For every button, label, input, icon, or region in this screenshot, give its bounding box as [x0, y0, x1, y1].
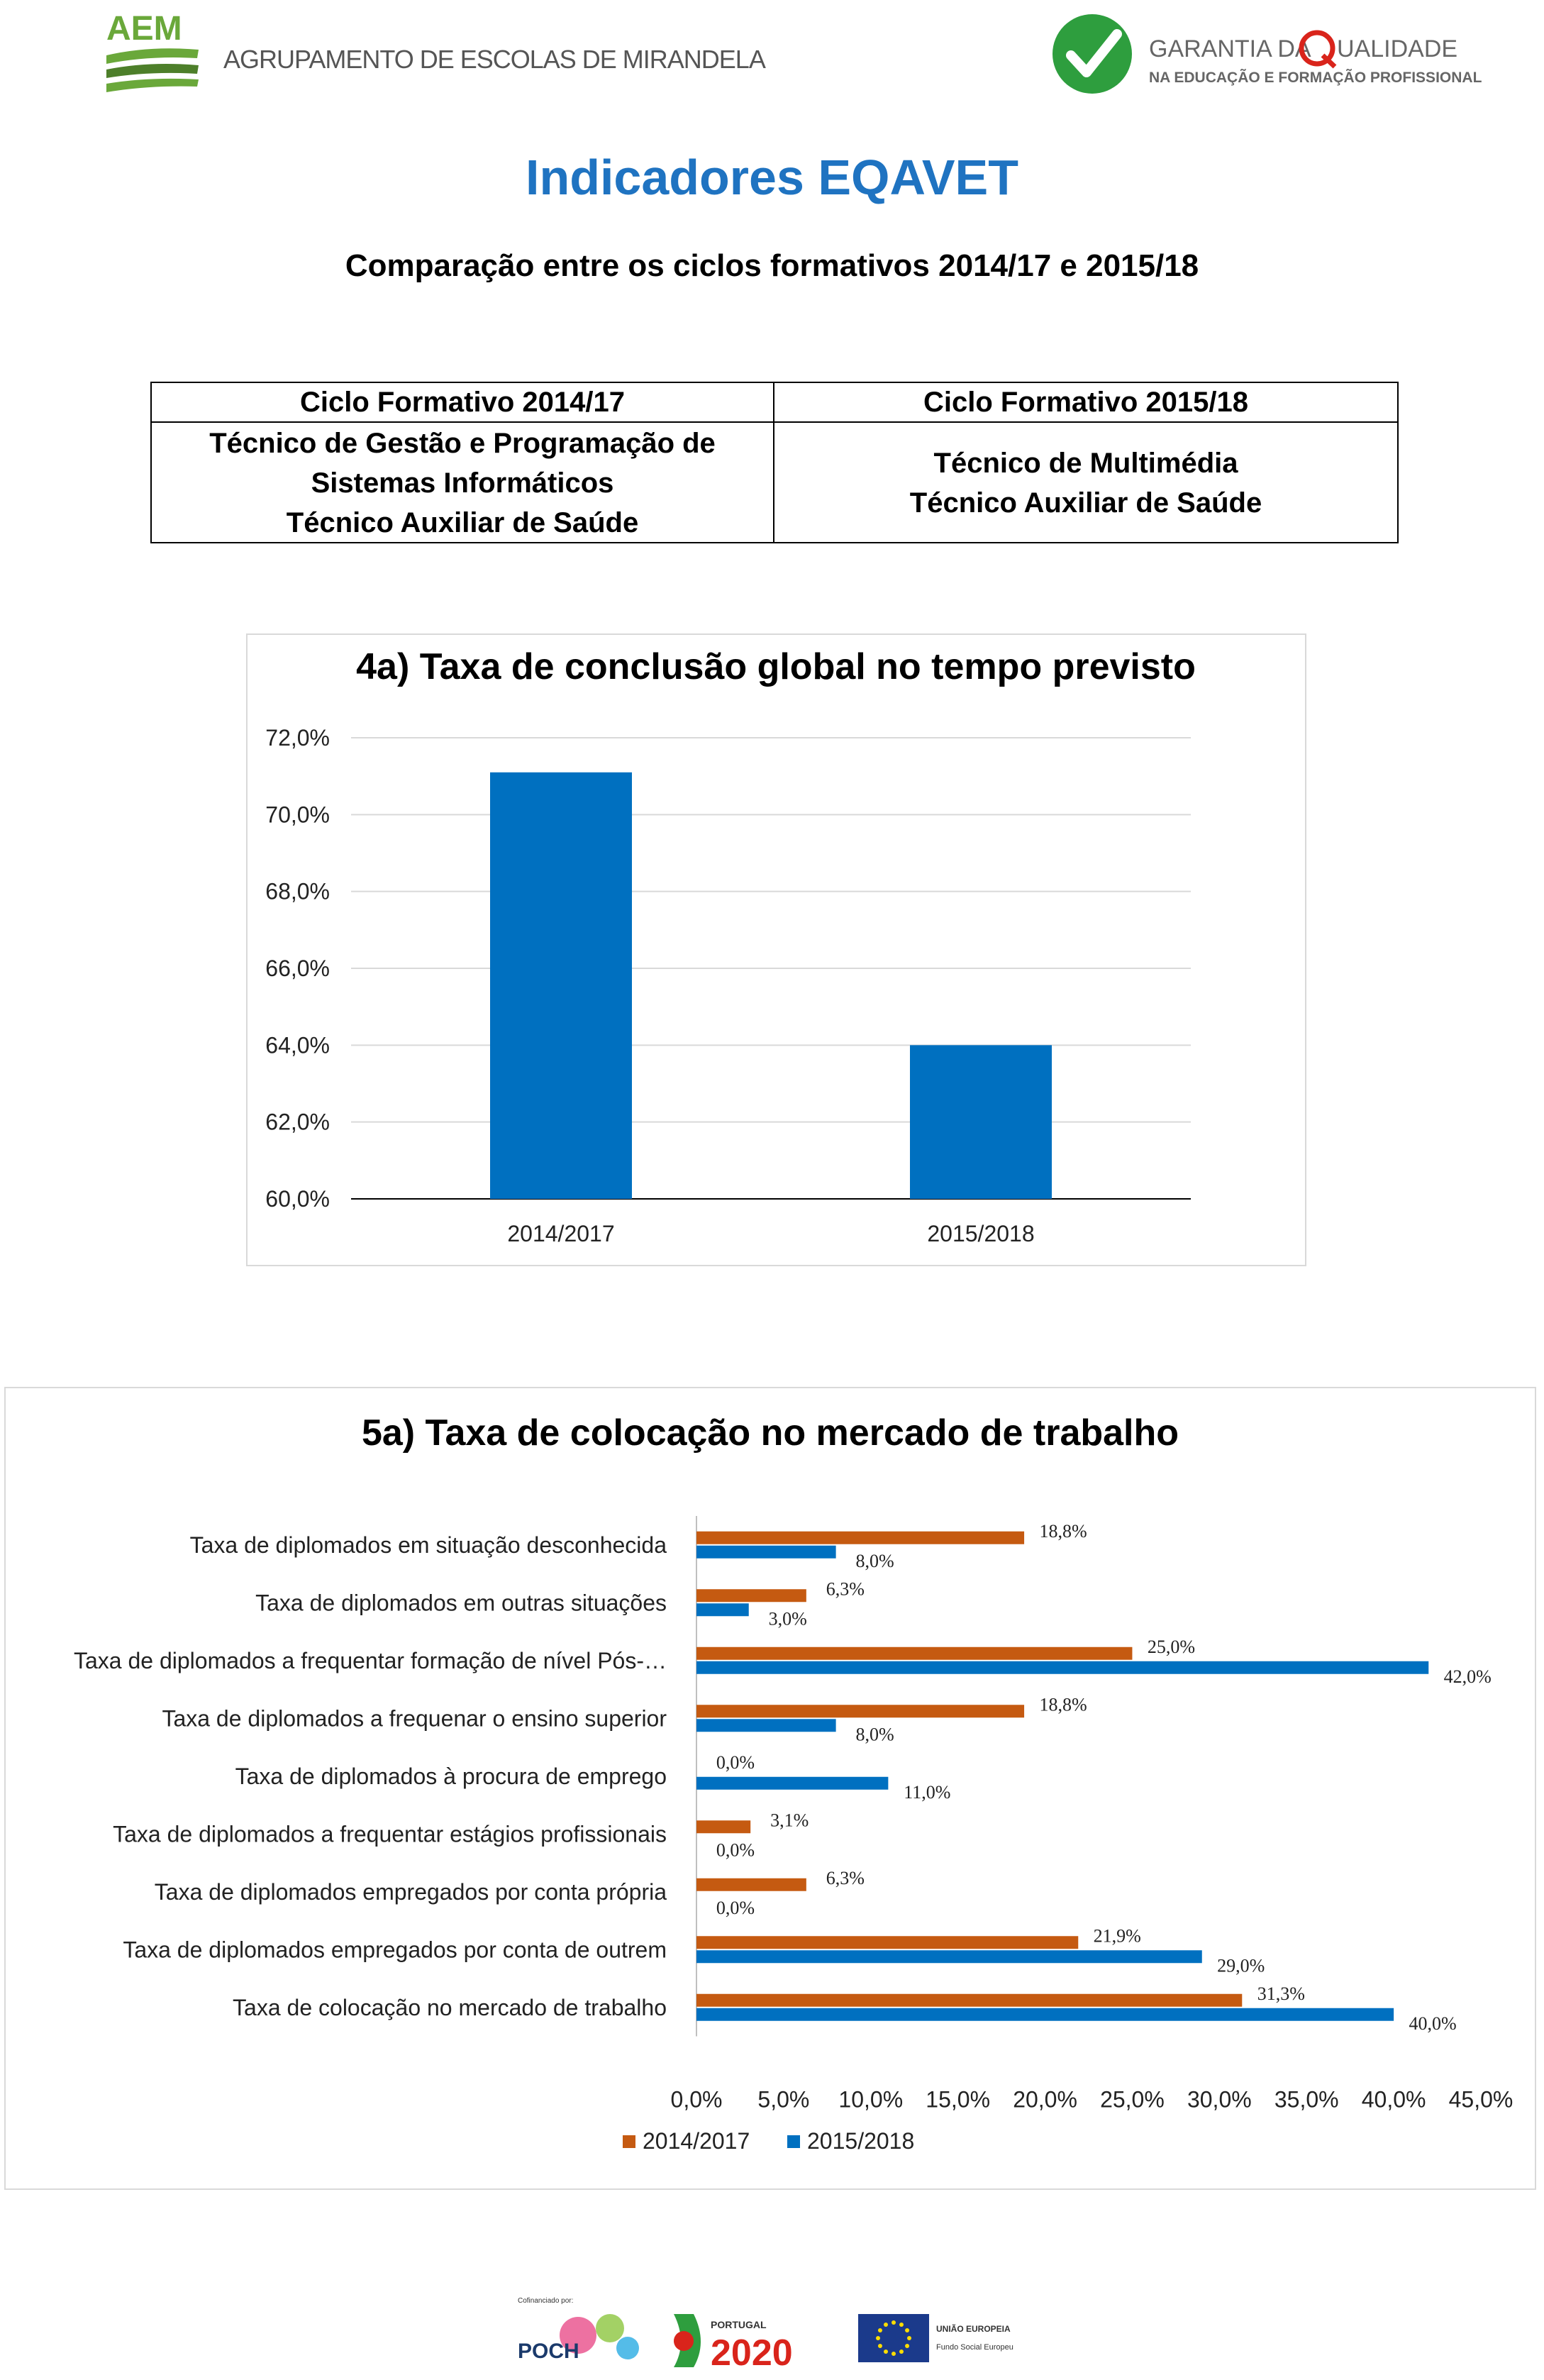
eu-star-icon — [892, 2352, 896, 2356]
data-label: 8,0% — [855, 1550, 894, 1571]
funding-logos-graphic — [511, 2293, 1050, 2374]
x-tick-label: 2015/2018 — [927, 1221, 1035, 1246]
data-label: 21,9% — [1093, 1925, 1141, 1947]
eu-label: UNIÃO EUROPEIA — [936, 2324, 1011, 2334]
y-tick-label: 60,0% — [265, 1186, 330, 1212]
y-tick-label: 66,0% — [265, 956, 330, 981]
eu-star-icon — [899, 2323, 904, 2327]
bar — [696, 2008, 1394, 2021]
portugal-year: 2020 — [711, 2332, 793, 2374]
x-tick-label: 2014/2017 — [507, 1221, 615, 1246]
quality-logo-graphic — [1050, 6, 1504, 101]
data-label: 18,8% — [1039, 1520, 1087, 1542]
cofinanced-label: Cofinanciado por: — [518, 2297, 574, 2305]
chart-title: 5a) Taxa de colocação no mercado de trabalho — [361, 1412, 1179, 1454]
bar — [490, 773, 632, 1199]
eu-star-icon — [878, 2328, 882, 2332]
x-tick-label: 15,0% — [926, 2086, 991, 2113]
bar — [910, 1045, 1052, 1199]
chart-title: 4a) Taxa de conclusão global no tempo previsto — [356, 646, 1196, 687]
data-label: 6,3% — [826, 1578, 865, 1600]
bar — [696, 1719, 836, 1732]
portugal-shield-icon — [674, 2331, 694, 2351]
chart-completion-rate — [246, 633, 1306, 1266]
legend-label: 2015/2018 — [807, 2128, 915, 2154]
cycle-column-2014 — [152, 383, 774, 542]
y-tick-label: 64,0% — [265, 1032, 330, 1058]
legend-swatch — [623, 2135, 635, 2148]
x-tick-label: 10,0% — [838, 2086, 904, 2113]
chart-placement-rate — [4, 1387, 1536, 2190]
eu-star-icon — [884, 2349, 888, 2354]
quality-line1a: GARANTIA DA — [1149, 35, 1311, 62]
bar — [696, 1661, 1428, 1674]
x-tick-label: 30,0% — [1187, 2086, 1252, 2113]
course-line: Técnico de Gestão e Programação de — [209, 428, 716, 459]
cycle-table — [150, 382, 1399, 543]
category-label: Taxa de diplomados empregados por conta de outrem — [123, 1937, 667, 1963]
cycle-header-2015: Ciclo Formativo 2015/18 — [774, 383, 1397, 423]
logo-mark-text: AEM — [106, 10, 182, 48]
y-tick-label: 70,0% — [265, 802, 330, 828]
data-label: 3,0% — [768, 1608, 807, 1629]
course-line: Técnico Auxiliar de Saúde — [286, 507, 639, 538]
eu-star-icon — [878, 2344, 882, 2348]
page-title: Indicadores EQAVET — [526, 150, 1018, 205]
category-label: Taxa de diplomados em situação desconhecida — [189, 1532, 667, 1558]
category-label: Taxa de diplomados em outras situações — [255, 1590, 667, 1616]
category-label: Taxa de colocação no mercado de trabalho — [233, 1994, 667, 2020]
cycle-courses-2014 — [152, 423, 773, 543]
logo-stripe-icon — [106, 48, 199, 64]
cycle-header-2014: Ciclo Formativo 2014/17 — [152, 383, 773, 423]
data-label: 0,0% — [716, 1839, 755, 1861]
bar — [696, 1589, 806, 1602]
bar — [696, 1994, 1242, 2007]
bar — [696, 1603, 749, 1616]
data-label: 42,0% — [1443, 1666, 1492, 1687]
logo-stripe-icon — [106, 64, 199, 78]
data-label: 25,0% — [1147, 1636, 1196, 1657]
x-tick-label: 5,0% — [757, 2086, 810, 2113]
eu-star-icon — [907, 2336, 911, 2340]
x-tick-label: 45,0% — [1448, 2086, 1514, 2113]
category-label: Taxa de diplomados à procura de emprego — [235, 1763, 667, 1789]
y-tick-label: 72,0% — [265, 725, 330, 751]
data-label: 11,0% — [904, 1781, 951, 1803]
data-label: 31,3% — [1257, 1983, 1305, 2004]
chart-placement-rate-svg — [6, 1388, 1535, 2188]
data-label: 40,0% — [1409, 2013, 1457, 2034]
bar — [696, 1820, 750, 1833]
bar — [696, 1647, 1132, 1660]
x-tick-label: 25,0% — [1100, 2086, 1165, 2113]
course-line: Sistemas Informáticos — [311, 467, 614, 499]
eu-fund: Fundo Social Europeu — [936, 2343, 1013, 2352]
chart-completion-rate-svg — [248, 635, 1305, 1265]
cycle-column-2015 — [774, 383, 1397, 542]
eu-star-icon — [892, 2320, 896, 2325]
course-line: Técnico Auxiliar de Saúde — [909, 487, 1262, 519]
funding-logos — [511, 2293, 1050, 2374]
y-tick-label: 68,0% — [265, 878, 330, 904]
y-tick-label: 62,0% — [265, 1109, 330, 1135]
x-tick-label: 40,0% — [1361, 2086, 1426, 2113]
quality-line2: NA EDUCAÇÃO E FORMAÇÃO PROFISSIONAL — [1149, 70, 1482, 86]
bar — [696, 1878, 806, 1891]
category-label: Taxa de diplomados empregados por conta própria — [154, 1878, 667, 1905]
data-label: 18,8% — [1039, 1694, 1087, 1715]
x-tick-label: 20,0% — [1013, 2086, 1077, 2113]
x-tick-label: 35,0% — [1274, 2086, 1339, 2113]
quality-logo — [1050, 6, 1504, 101]
eu-star-icon — [884, 2323, 888, 2327]
page-subtitle: Comparação entre os ciclos formativos 2014/17 e 2015/18 — [345, 248, 1199, 283]
poch-circle-icon — [616, 2337, 639, 2359]
bar — [696, 1705, 1024, 1717]
category-label: Taxa de diplomados a frequentar estágios profissionais — [113, 1821, 667, 1847]
bar — [696, 1532, 1024, 1544]
school-name: AGRUPAMENTO DE ESCOLAS DE MIRANDELA — [223, 45, 765, 74]
bar — [696, 1950, 1202, 1963]
cycle-courses-2015 — [774, 423, 1397, 543]
data-label: 6,3% — [826, 1867, 865, 1888]
check-circle-icon — [1053, 14, 1132, 94]
data-label: 29,0% — [1217, 1955, 1265, 1976]
category-label: Taxa de diplomados a frequenar o ensino superior — [162, 1705, 667, 1732]
legend-label: 2014/2017 — [643, 2128, 750, 2154]
school-logo-graphic — [106, 6, 765, 101]
eu-star-icon — [876, 2336, 880, 2340]
data-label: 0,0% — [716, 1897, 755, 1918]
school-logo — [106, 6, 765, 101]
eu-star-icon — [905, 2328, 909, 2332]
data-label: 3,1% — [770, 1810, 809, 1831]
portugal-label: PORTUGAL — [711, 2319, 767, 2330]
eu-star-icon — [905, 2344, 909, 2348]
bar — [696, 1936, 1078, 1949]
data-label: 8,0% — [855, 1724, 894, 1745]
poch-circle-icon — [596, 2314, 624, 2342]
eu-star-icon — [899, 2349, 904, 2354]
x-tick-label: 0,0% — [670, 2086, 723, 2113]
category-label: Taxa de diplomados a frequentar formação de nível Pós-… — [73, 1647, 667, 1673]
logo-stripe-icon — [106, 79, 199, 92]
quality-line1b: UALIDADE — [1337, 35, 1458, 62]
course-line: Técnico de Multimédia — [933, 448, 1238, 479]
data-label: 0,0% — [716, 1751, 755, 1773]
legend-swatch — [787, 2135, 800, 2148]
bar — [696, 1777, 888, 1790]
poch-label: POCH — [518, 2340, 579, 2363]
bar — [696, 1546, 836, 1559]
